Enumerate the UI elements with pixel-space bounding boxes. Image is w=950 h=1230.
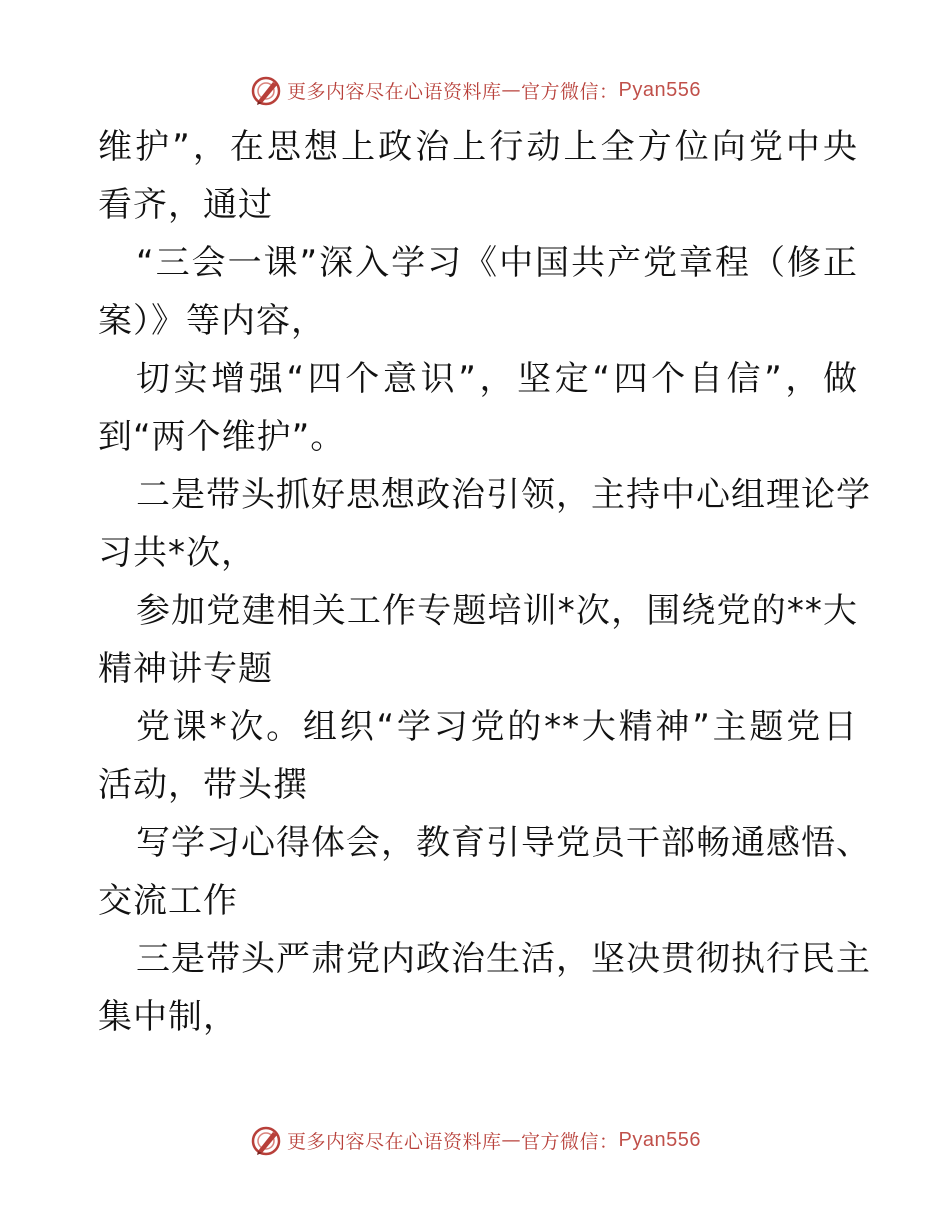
body-line: 切实增强“四个意识”，坚定“四个自信”，做 bbox=[136, 359, 858, 399]
footer-watermark bbox=[0, 1120, 950, 1160]
body-line: 二是带头抓好思想政治引领，主持中心组理论学 bbox=[136, 475, 871, 515]
body-line: 到“两个维护”。 bbox=[98, 417, 346, 457]
body-line: 维护”，在思想上政治上行动上全方位向党中央 bbox=[98, 127, 858, 167]
watermark-text: 更多内容尽在心语资料库 bbox=[287, 1130, 502, 1153]
document-body bbox=[98, 118, 871, 1046]
body-line: 精神讲专题 bbox=[98, 649, 273, 689]
body-line: “三会一课”深入学习《中国共产党章程（修正 bbox=[136, 243, 858, 283]
pen-logo-icon bbox=[249, 1123, 283, 1157]
body-line: 参加党建相关工作专题培训*次，围绕党的**大 bbox=[136, 591, 858, 631]
watermark-text: 更多内容尽在心语资料库 bbox=[287, 80, 502, 103]
body-line: 交流工作 bbox=[98, 881, 238, 921]
watermark-label: 官方微信： bbox=[521, 1130, 619, 1153]
body-line: 党课*次。组织“学习党的**大精神”主题党日 bbox=[136, 707, 858, 747]
body-line: 看齐，通过 bbox=[98, 185, 273, 225]
body-line: 三是带头严肃党内政治生活，坚决贯彻执行民主 bbox=[136, 939, 871, 979]
watermark-id: Pyan556 bbox=[618, 78, 701, 101]
watermark-separator: — bbox=[501, 79, 522, 101]
header-watermark bbox=[0, 70, 950, 110]
body-line: 集中制， bbox=[98, 997, 238, 1037]
body-line: 习共*次， bbox=[98, 533, 256, 573]
body-line: 写学习心得体会，教育引导党员干部畅通感悟、 bbox=[136, 823, 871, 863]
body-line: 案）》等内容， bbox=[98, 301, 326, 341]
watermark-id: Pyan556 bbox=[618, 1128, 701, 1151]
watermark-separator: — bbox=[501, 1129, 522, 1151]
watermark-label: 官方微信： bbox=[521, 80, 619, 103]
body-line: 活动，带头撰 bbox=[98, 765, 308, 805]
pen-logo-icon bbox=[249, 73, 283, 107]
